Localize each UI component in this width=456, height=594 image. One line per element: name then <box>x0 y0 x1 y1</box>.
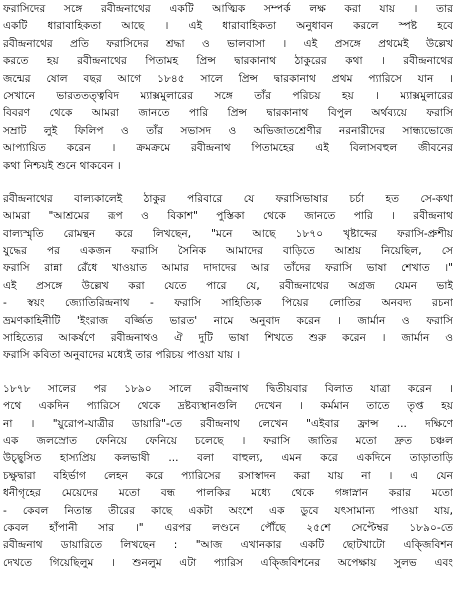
text-line: আমরা "আশ্রমের রূপ ও বিকাশ" পুস্তিকা থেকে জানতে পারি । রবীন্দ্রনাথ <box>3 210 453 223</box>
text-line: ভ্রমণকাহিনীটি 'ইংরাজ বর্জ্জিত ভারত' নামে অনুবাদ করেন । জার্মান ও ফরাসি <box>3 314 453 327</box>
text-line: এক জলস্রোত ফেনিয়ে ফেনিয়ে চলেছে । ফরাসি জাতির মতো দ্রুত চঞ্চল <box>3 434 453 447</box>
text-line: ফরাসি রান্না রেঁধে খাওয়াত আমার দাদাদের আর তাঁদের ফরাসি ভাষা শেখাত ।" <box>3 262 453 275</box>
text-line: রবীন্দ্রনাথ ডায়ারিতে লিখছেন : "আজ এখানকার একটি ছোটখাটো এক্জিবিশন <box>3 539 453 552</box>
text-line: সম্রাট লুই ফিলিপ ও তাঁর সভাসদ ও অভিজাতশ্রেণীর নরনারীদের সান্ধ্যভোজে <box>3 124 453 137</box>
text-line: না । "য়ুরোপ-যাত্রীর ডায়ারি"-তে রবীন্দ্রনাথ লেখেন "এইবার ফ্রান্স ... দক্ষিণে <box>3 417 453 430</box>
text-line: বিবরণ থেকে আমরা জানতে পারি প্রিন্স দ্বারকানাথ বিপুল অর্থব্যয়ে ফরাসি <box>3 107 453 120</box>
text-line: দেখতে গিয়েছিলুম । শুনলুম এটা প্যারিস এক্জিবিশনের অপেক্ষায় সুলভ এবং <box>3 556 453 569</box>
text-line: রবীন্দ্রনাথের বাল্যকালেই ঠাকুর পরিবারে যে ফরাসিভাষার চর্চা হত সে-কথা <box>3 192 453 205</box>
text-line: এই প্রসঙ্গে উল্লেখ করা যেতে পারে যে, রবীন্দ্রনাথের অগ্রজ যেমন ভাই <box>3 279 453 292</box>
paragraph-2 <box>3 191 453 365</box>
text-line: ধনীগৃহের মেয়েদের মতো বন্ধ পালকির মধ্যে থেকে গঙ্গাস্নান করার মতো <box>3 487 453 500</box>
text-line: ফরাসি কবিতা অনুবাদের মধ্যেই তার পরিচয় পাওয়া যায় । <box>3 349 241 362</box>
text-line: উচ্ছ্বসিত হাস্যপ্রিয় কলভাষী ... বলা বাহুল্য, এমন করে একদিনে তাড়াতাড়ি <box>3 452 453 465</box>
text-line: একটি ধারাবাহিকতা আছে । এই ধারাবাহিকতা অনুধাবন করলে স্পষ্ট হবে <box>3 20 453 33</box>
paragraph-1 <box>3 1 453 175</box>
text-line: আপ্যায়িত করেন । ক্রমক্রমে রবীন্দ্রনাথ পিতামহের এই বিলাসবহুল জীবনের <box>3 142 453 155</box>
text-line: ১৮৭৮ সালের পর ১৮৯০ সালে রবীন্দ্রনাথ দ্বিতীয়বার বিলাত যাত্রা করেন । <box>3 382 453 395</box>
text-line: সাহিত্যের আকর্ষণে রবীন্দ্রনাথও ঐ দুটি ভাষা শিখতে শুরু করেন । জার্মান ও <box>3 332 453 345</box>
text-line: কথা নিশ্চয়ই শুনে থাকবেন । <box>3 159 121 172</box>
paragraph-3 <box>3 381 453 572</box>
text-line: যুদ্ধের পর একজন ফরাসি সৈনিক আমাদের বাড়িতে আশ্রয় নিয়েছিল, সে <box>3 245 453 258</box>
text-line: বাল্যস্মৃতি রোমন্থন করে লিখছেন, "মনে আছে ১৮৭০ খৃষ্টাব্দের ফরাসি-প্রুশীয় <box>3 227 453 240</box>
text-line: করতে হয় রবীন্দ্রনাথের পিতামহ প্রিন্স দ্বারকানাথ ঠাকুরের কথা । রবীন্দ্রনাথের <box>3 55 453 68</box>
text-line: সেখানে ভারততত্ত্ববিদ ম্যাক্সমুলারের সঙ্গে তাঁর পরিচয় হয় । ম্যাক্সমুলারের <box>3 89 453 102</box>
text-line: রবীন্দ্রনাথের প্রতি ফরাসিদের শ্রদ্ধা ও ভালবাসা । এই প্রসঙ্গে প্রথমেই উল্লেখ <box>3 37 453 50</box>
text-line: পথে একদিন প্যারিসে থেকে দ্রষ্টব্যস্থানগুলি দেখেন । কর্মমান তাতে তৃপ্ত হয় <box>3 400 453 413</box>
text-line: - কেবল নিতান্ত তীরের কাছে একটা অংশে এক ডুবে যৎসামান্য পাওয়া যায়, <box>3 504 453 517</box>
text-line: জন্মের ষোল বছর আগে ১৮৪৫ সালে প্রিন্স দ্বারকানাথ প্রথম প্যারিসে যান । <box>3 72 453 85</box>
text-line: চক্ষুদ্বারা বহির্ভাগ লেহন করে প্যারিসের রসাস্বাদন করা যায় না । এ যেন <box>3 469 453 482</box>
text-line: ফরাসিদের সঙ্গে রবীন্দ্রনাথের একটি আত্মিক সম্পর্ক লক্ষ করা যায় । তার <box>3 3 453 15</box>
text-line: - স্বয়ং জ্যোতিরিন্দ্রনাথ - ফরাসি সাহিত্যিক পিয়ের লোতির অনবদ্য রচনা <box>3 297 453 310</box>
text-line: কেবল হাঁপানী সার ।" এরপর লণ্ডনে পৌঁছে ২৫শে সেপ্টেম্বর ১৮৯০-তে <box>3 521 453 534</box>
